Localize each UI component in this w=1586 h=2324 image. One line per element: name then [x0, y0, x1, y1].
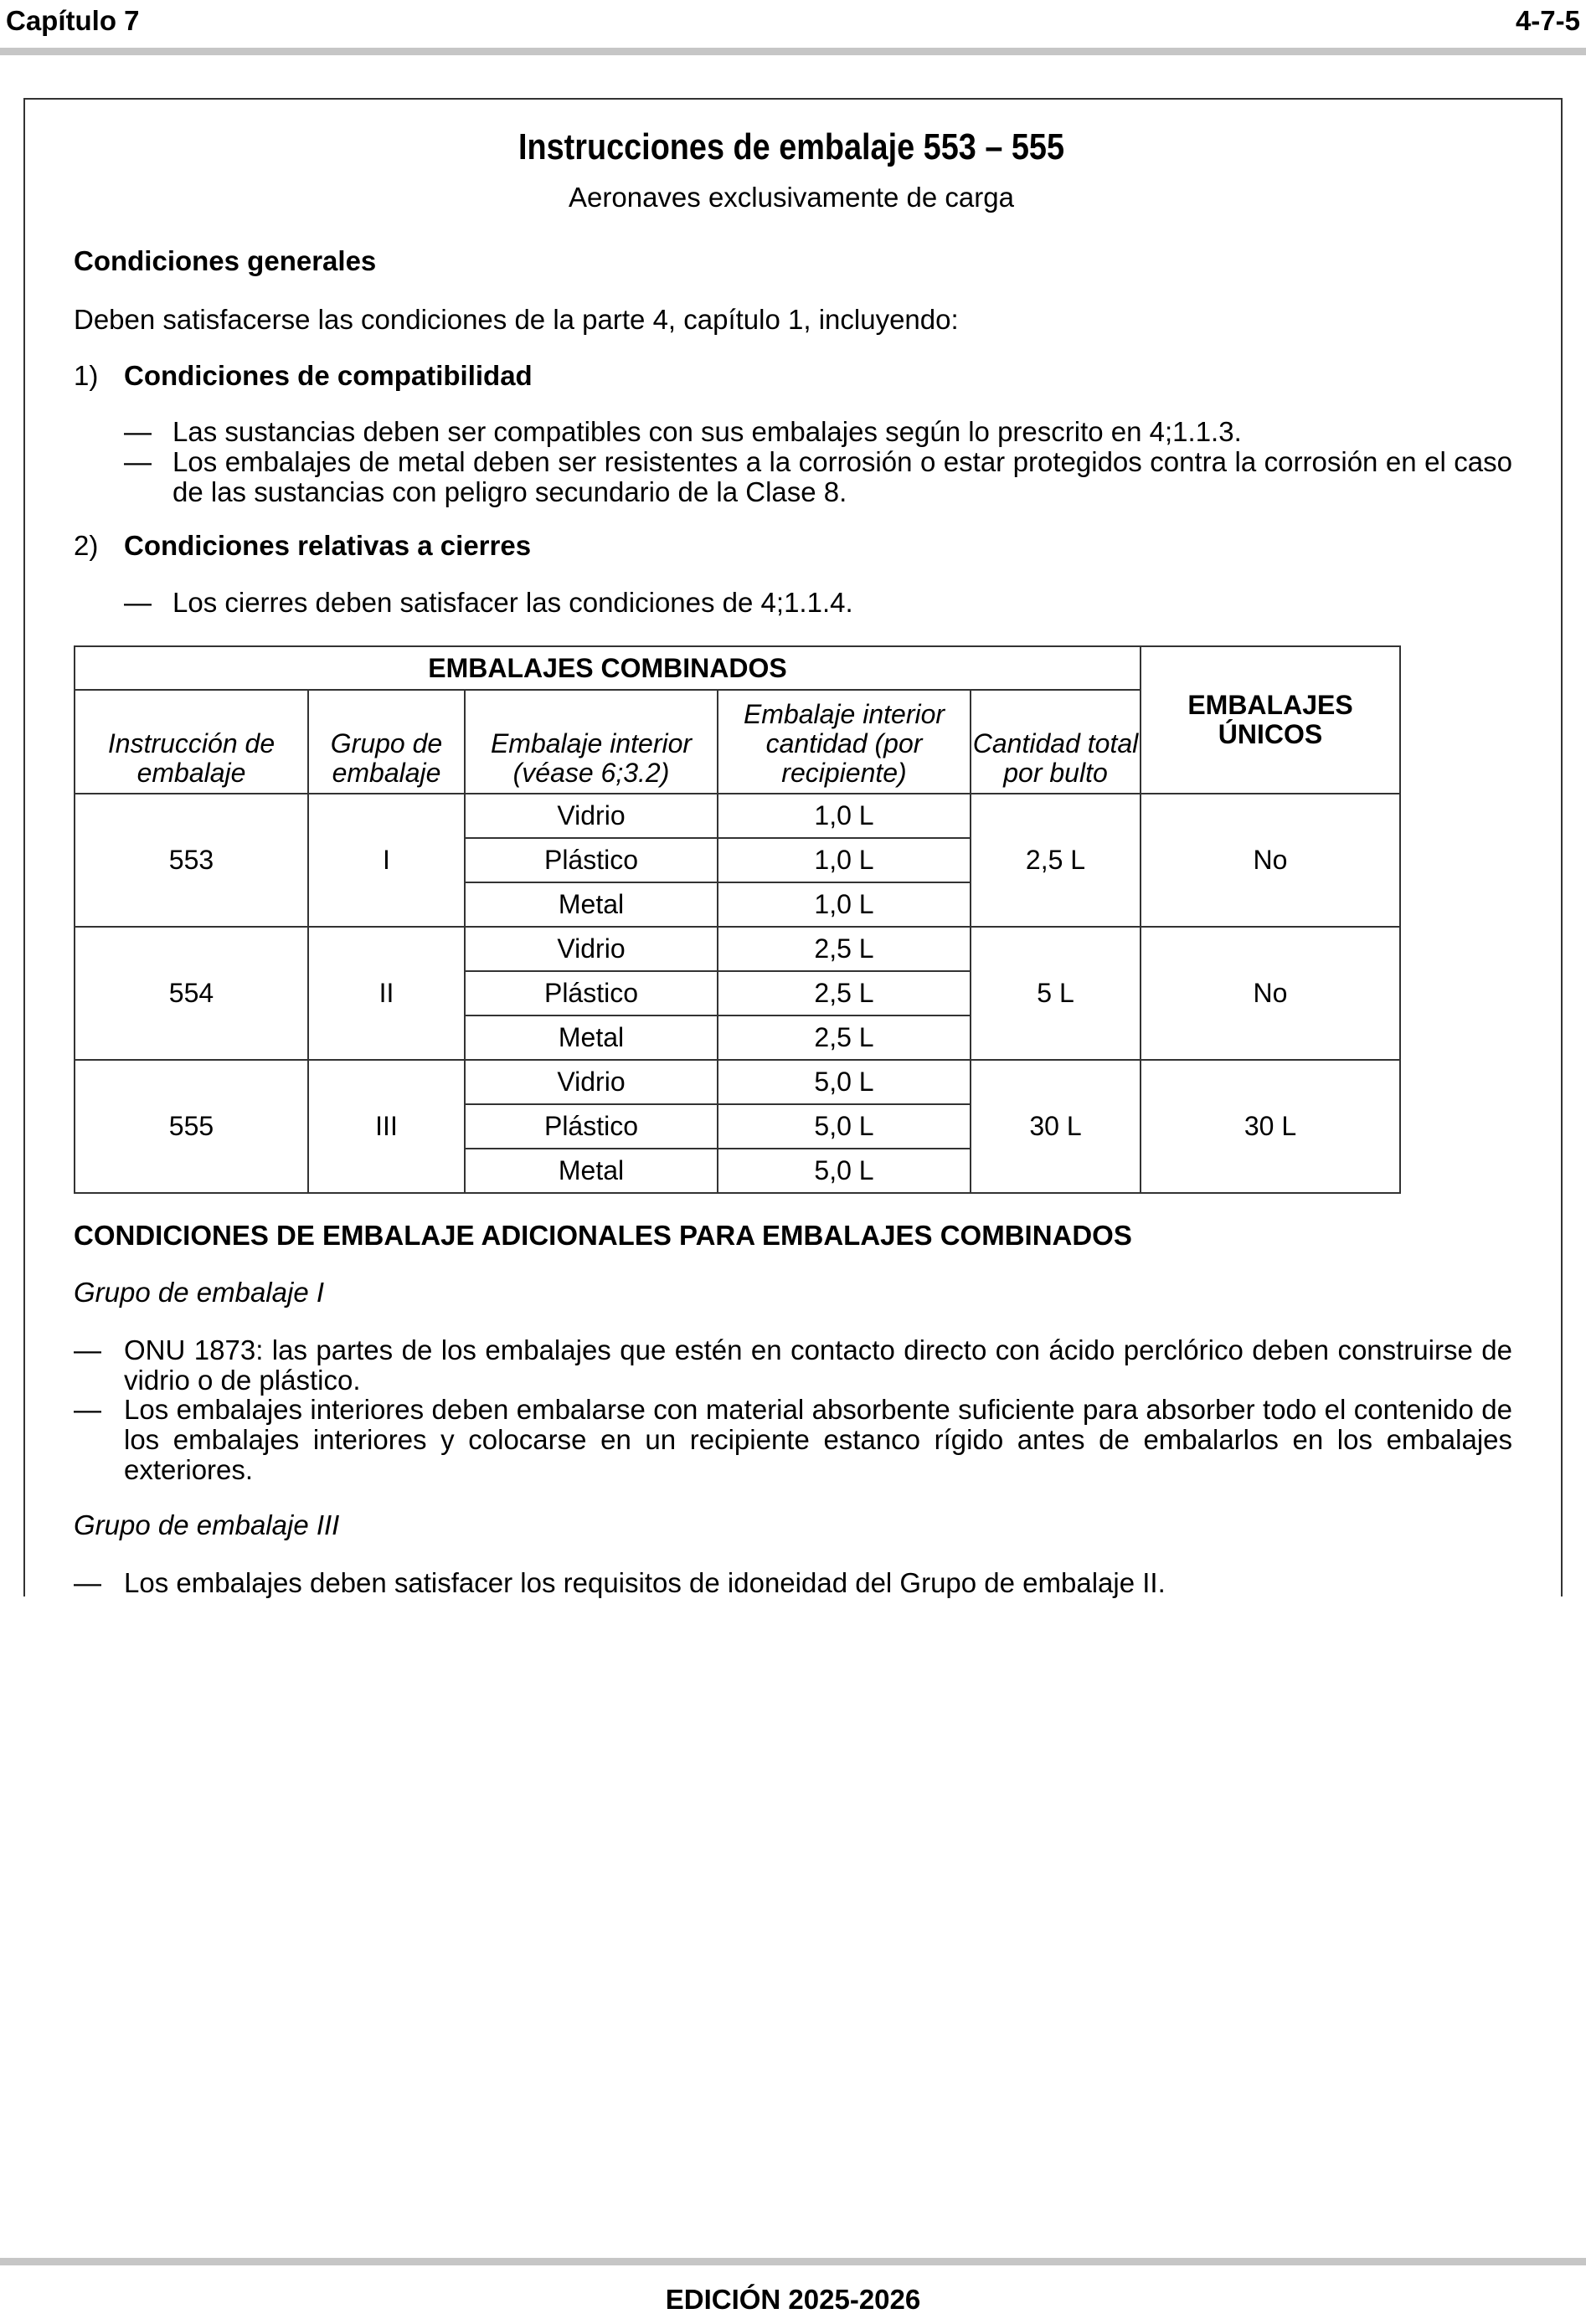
bullet-dash: — [74, 1567, 101, 1598]
group-cell: III [308, 1060, 465, 1193]
total-quantity-cell: 30 L [971, 1060, 1141, 1193]
group-1-bullet: ONU 1873: las partes de los embalajes que estén en contacto directo con ácido perclórico deben construirse de vidrio o de plástico. [124, 1334, 1512, 1396]
closures-heading: Condiciones relativas a cierres [124, 530, 532, 561]
general-conditions-heading: Condiciones generales [74, 245, 377, 276]
inner-quantity-cell: 5,0 L [718, 1149, 971, 1193]
edition-footer: EDICIÓN 2025-2026 [665, 2284, 921, 2315]
bullet-dash: — [124, 416, 152, 447]
page-title: Instrucciones de embalaje 553 – 555 [518, 126, 1065, 167]
inner-material-cell: Metal [465, 882, 718, 927]
inner-material-cell: Plástico [465, 838, 718, 882]
closures-bullet: Los cierres deben satisfacer las condiciones de 4;1.1.4. [173, 587, 853, 618]
bullet-dash: — [124, 587, 152, 618]
inner-material-cell: Vidrio [465, 794, 718, 838]
instruction-cell: 553 [75, 794, 308, 927]
group-cell: II [308, 927, 465, 1060]
inner-quantity-cell: 1,0 L [718, 838, 971, 882]
single-packaging-cell: No [1141, 927, 1400, 1060]
inner-material-cell: Plástico [465, 1104, 718, 1149]
compatibility-bullet: Las sustancias deben ser compatibles con sus embalajes según lo prescrito en 4;1.1.3. [173, 416, 1242, 447]
inner-material-cell: Vidrio [465, 927, 718, 971]
group-1-bullet: Los embalajes interiores deben embalarse con material absorbente suficiente para absorber todo el contenido de los embalajes interiores y colocarse en un recipiente estanco rígido antes de embalarlos en los embalajes exteriores. [124, 1394, 1512, 1485]
single-packagings-header: EMBALAJES ÚNICOS [1141, 646, 1400, 794]
header-rule [0, 48, 1586, 55]
page-reference: 4-7-5 [1515, 5, 1580, 36]
inner-quantity-cell: 2,5 L [718, 927, 971, 971]
inner-quantity-cell: 5,0 L [718, 1104, 971, 1149]
inner-material-cell: Plástico [465, 971, 718, 1015]
compatibility-heading: Condiciones de compatibilidad [124, 360, 533, 391]
inner-quantity-cell: 5,0 L [718, 1060, 971, 1104]
inner-quantity-cell: 2,5 L [718, 1015, 971, 1060]
general-intro: Deben satisfacerse las condiciones de la parte 4, capítulo 1, incluyendo: [74, 304, 959, 335]
inner-packaging-column-header: Embalaje interior (véase 6;3.2) [465, 690, 718, 794]
single-packaging-cell: No [1141, 794, 1400, 927]
inner-quantity-cell: 2,5 L [718, 971, 971, 1015]
group-3-bullet: Los embalajes deben satisfacer los requisitos de idoneidad del Grupo de embalaje II. [124, 1567, 1166, 1598]
compatibility-bullet: Los embalajes de metal deben ser resistentes a la corrosión o estar protegidos contra la corrosión en el caso de las sustancias con peligro secundario de la Clase 8. [173, 446, 1512, 507]
group-cell: I [308, 794, 465, 927]
total-quantity-column-header: Cantidad total por bulto [971, 690, 1141, 794]
item-number: 2) [74, 530, 99, 561]
inner-material-cell: Metal [465, 1015, 718, 1060]
bullet-dash: — [124, 446, 152, 477]
footer-rule [0, 2258, 1586, 2265]
inner-quantity-cell: 1,0 L [718, 882, 971, 927]
bullet-dash: — [74, 1334, 101, 1365]
packing-group-1-title: Grupo de embalaje I [74, 1277, 325, 1308]
additional-conditions-heading: CONDICIONES DE EMBALAJE ADICIONALES PARA EMBALAJES COMBINADOS [74, 1220, 1132, 1251]
instruction-column-header: Instrucción de embalaje [75, 690, 308, 794]
instruction-cell: 555 [75, 1060, 308, 1193]
item-number: 1) [74, 360, 99, 391]
single-packaging-cell: 30 L [1141, 1060, 1400, 1193]
chapter-label: Capítulo 7 [6, 5, 140, 36]
packing-group-3-title: Grupo de embalaje III [74, 1509, 340, 1540]
total-quantity-cell: 2,5 L [971, 794, 1141, 927]
combined-packagings-header: EMBALAJES COMBINADOS [75, 646, 1141, 690]
instruction-cell: 554 [75, 927, 308, 1060]
group-column-header: Grupo de embalaje [308, 690, 465, 794]
bullet-dash: — [74, 1394, 101, 1425]
inner-material-cell: Metal [465, 1149, 718, 1193]
packing-table [74, 645, 1401, 1194]
inner-quantity-cell: 1,0 L [718, 794, 971, 838]
total-quantity-cell: 5 L [971, 927, 1141, 1060]
page-subtitle: Aeronaves exclusivamente de carga [569, 182, 1014, 213]
inner-quantity-column-header: Embalaje interior cantidad (por recipiente) [718, 690, 971, 794]
inner-material-cell: Vidrio [465, 1060, 718, 1104]
